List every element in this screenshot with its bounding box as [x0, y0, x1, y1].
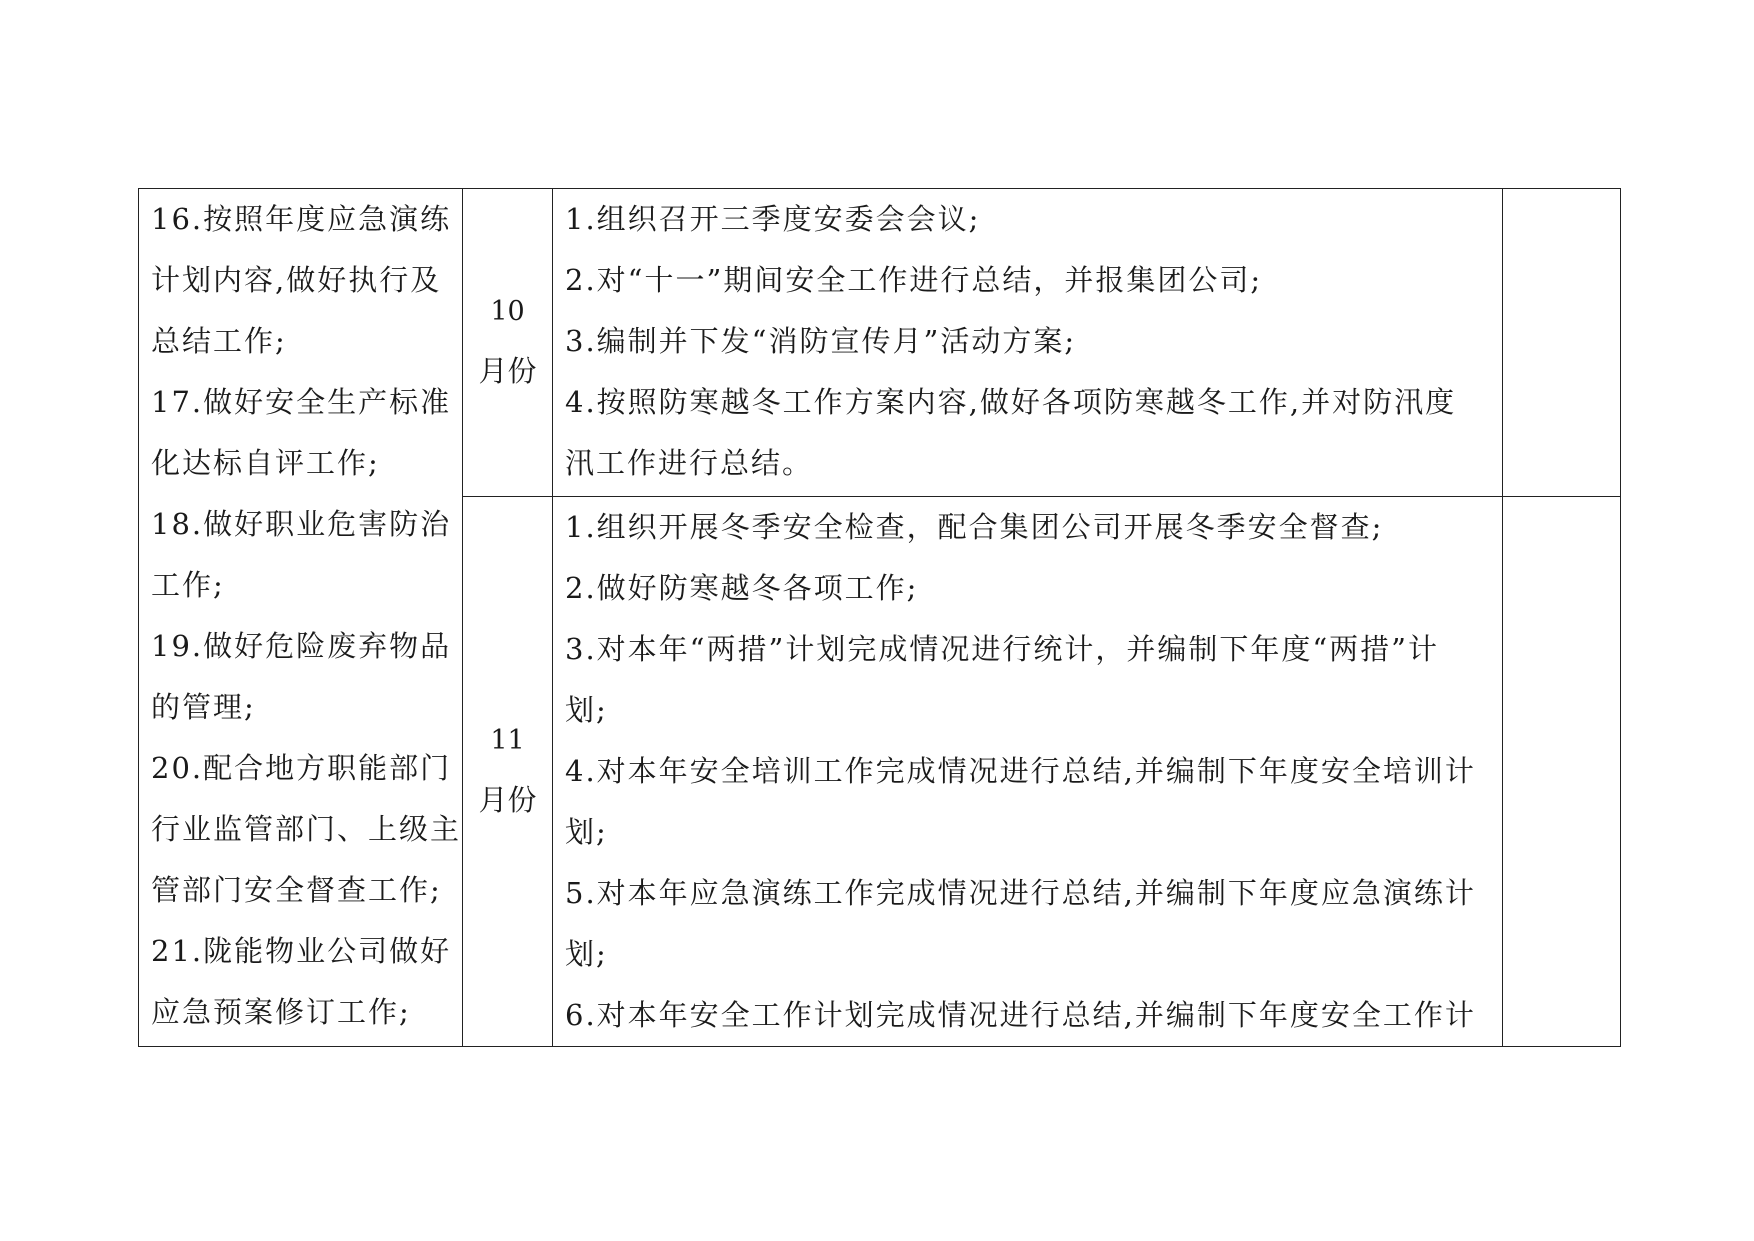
- task-line: 19.做好危险废弃物品: [151, 629, 452, 663]
- month-number: 10: [490, 295, 525, 327]
- monthly-task-line: 3.编制并下发“消防宣传月”活动方案;: [565, 324, 1077, 358]
- task-line: 18.做好职业危害防治: [151, 507, 452, 541]
- task-line: 行业监管部门、上级主: [151, 812, 462, 846]
- monthly-task-line: 1.组织开展冬季安全检查，配合集团公司开展冬季安全督查;: [565, 510, 1384, 544]
- remarks-cell-october: [1503, 189, 1621, 497]
- task-line: 17.做好安全生产标准: [151, 385, 452, 419]
- monthly-task-line: 2.对“十一”期间安全工作进行总结，并报集团公司;: [565, 263, 1263, 297]
- monthly-task-line: 汛工作进行总结。: [565, 446, 814, 480]
- task-line: 化达标自评工作;: [151, 446, 380, 480]
- table-row-october: [139, 189, 1621, 497]
- task-line: 的管理;: [151, 690, 256, 724]
- task-line: 16.按照年度应急演练: [151, 202, 452, 236]
- general-tasks-cell: [139, 189, 463, 1047]
- monthly-task-line: 6.对本年安全工作计划完成情况进行总结,并编制下年度安全工作计: [565, 998, 1476, 1032]
- monthly-task-line: 1.组织召开三季度安委会会议;: [565, 202, 981, 236]
- monthly-tasks-cell-november: [553, 497, 1503, 1047]
- task-line: 总结工作;: [151, 324, 287, 358]
- monthly-tasks-cell-october: [553, 189, 1503, 497]
- work-plan-table: [138, 188, 1621, 1047]
- monthly-task-line: 划;: [565, 815, 608, 849]
- month-number: 11: [490, 724, 525, 756]
- monthly-task-line: 4.对本年安全培训工作完成情况进行总结,并编制下年度安全培训计: [565, 754, 1476, 788]
- task-line: 计划内容,做好执行及: [151, 263, 442, 297]
- task-line: 工作;: [151, 568, 225, 602]
- task-line: 21.陇能物业公司做好: [151, 934, 452, 968]
- task-line: 管部门安全督查工作;: [151, 873, 442, 907]
- monthly-task-line: 划;: [565, 937, 608, 971]
- month-label: 月份: [478, 782, 537, 817]
- month-cell-october: [463, 189, 553, 497]
- task-line: 20.配合地方职能部门: [151, 751, 452, 785]
- task-line: 应急预案修订工作;: [151, 995, 411, 1029]
- monthly-task-line: 划;: [565, 693, 608, 727]
- monthly-task-line: 2.做好防寒越冬各项工作;: [565, 571, 919, 605]
- monthly-task-line: 4.按照防寒越冬工作方案内容,做好各项防寒越冬工作,并对防汛度: [565, 385, 1457, 419]
- monthly-task-line: 3.对本年“两措”计划完成情况进行统计，并编制下年度“两措”计: [565, 632, 1439, 666]
- month-label: 月份: [478, 353, 537, 388]
- remarks-cell-november: [1503, 497, 1621, 1047]
- month-cell-november: [463, 497, 553, 1047]
- monthly-task-line: 5.对本年应急演练工作完成情况进行总结,并编制下年度应急演练计: [565, 876, 1476, 910]
